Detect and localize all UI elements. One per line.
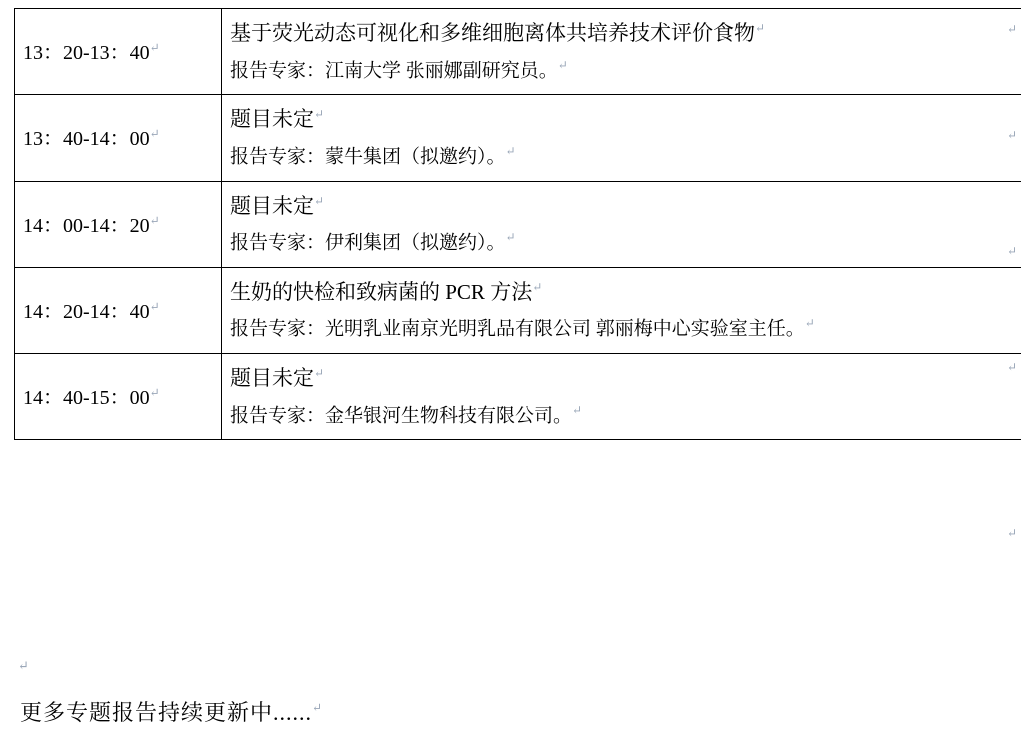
table-row	[15, 95, 1021, 181]
paragraph-mark-icon: ↵	[755, 21, 765, 35]
paragraph-mark-icon: ↵	[572, 403, 582, 417]
session-speaker	[230, 142, 1021, 173]
session-title	[230, 103, 1021, 136]
paragraph-mark-icon: ↵	[314, 366, 324, 380]
table-row	[15, 9, 1021, 95]
edge-mark-icon: ↵	[1007, 360, 1017, 375]
session-speaker	[230, 228, 1021, 259]
session-title	[230, 190, 1021, 223]
schedule-table	[14, 8, 1021, 440]
schedule-table-body	[15, 9, 1021, 440]
time-label: 13：40-14：00	[23, 128, 150, 150]
paragraph-mark-icon: ↵	[532, 280, 542, 294]
paragraph-mark-icon: ↵	[805, 316, 815, 330]
edge-mark-icon: ↵	[1007, 244, 1017, 259]
session-speaker-text: 报告专家：金华银河生物科技有限公司。	[230, 405, 572, 426]
session-title	[230, 17, 1021, 50]
session-speaker-text: 报告专家：江南大学 张丽娜副研究员。	[230, 60, 558, 81]
session-speaker	[230, 401, 1021, 432]
empty-paragraph-mark-icon: ↵	[18, 658, 29, 674]
session-speaker-text: 报告专家：蒙牛集团（拟邀约）。	[230, 146, 506, 167]
time-label: 14：20-14：40	[23, 301, 150, 323]
time-cell	[15, 9, 222, 95]
session-title-text: 题目未定	[230, 366, 314, 390]
session-title-text: 基于荧光动态可视化和多维细胞离体共培养技术评价食物	[230, 21, 755, 45]
footer-note	[20, 696, 323, 727]
session-title-text: 生奶的快检和致病菌的 PCR 方法	[230, 280, 532, 304]
time-label: 13：20-13：40	[23, 42, 150, 64]
page-edge-marks	[1005, 8, 1019, 736]
session-speaker-text: 报告专家：伊利集团（拟邀约）。	[230, 232, 506, 253]
time-cell	[15, 95, 222, 181]
paragraph-mark-icon: ↵	[506, 144, 516, 158]
time-label: 14：40-15：00	[23, 387, 150, 409]
time-cell	[15, 267, 222, 353]
paragraph-mark-icon: ↵	[314, 107, 324, 121]
edge-mark-icon: ↵	[1007, 128, 1017, 143]
table-row	[15, 181, 1021, 267]
paragraph-mark-icon: ↵	[150, 40, 160, 54]
edge-mark-icon: ↵	[1007, 526, 1017, 541]
paragraph-mark-icon: ↵	[312, 701, 323, 715]
paragraph-mark-icon: ↵	[150, 386, 160, 400]
session-speaker-text: 报告专家：光明乳业南京光明乳品有限公司 郭丽梅中心实验室主任。	[230, 319, 805, 340]
paragraph-mark-icon: ↵	[150, 299, 160, 313]
session-speaker	[230, 314, 1021, 345]
content-cell	[222, 181, 1021, 267]
paragraph-mark-icon: ↵	[150, 127, 160, 141]
session-title	[230, 362, 1021, 395]
content-cell	[222, 267, 1021, 353]
session-title	[230, 276, 1021, 309]
content-cell	[222, 95, 1021, 181]
footer-note-text: 更多专题报告持续更新中......	[20, 700, 312, 725]
document-page	[0, 8, 1021, 736]
session-title-text: 题目未定	[230, 194, 314, 218]
table-row	[15, 267, 1021, 353]
time-label: 14：00-14：20	[23, 215, 150, 237]
session-speaker	[230, 56, 1021, 87]
paragraph-mark-icon: ↵	[506, 230, 516, 244]
table-row	[15, 354, 1021, 440]
content-cell	[222, 9, 1021, 95]
paragraph-mark-icon: ↵	[150, 213, 160, 227]
paragraph-mark-icon: ↵	[558, 58, 568, 72]
session-title-text: 题目未定	[230, 107, 314, 131]
time-cell	[15, 354, 222, 440]
time-cell	[15, 181, 222, 267]
paragraph-mark-icon: ↵	[314, 194, 324, 208]
content-cell	[222, 354, 1021, 440]
edge-mark-icon: ↵	[1007, 22, 1017, 37]
